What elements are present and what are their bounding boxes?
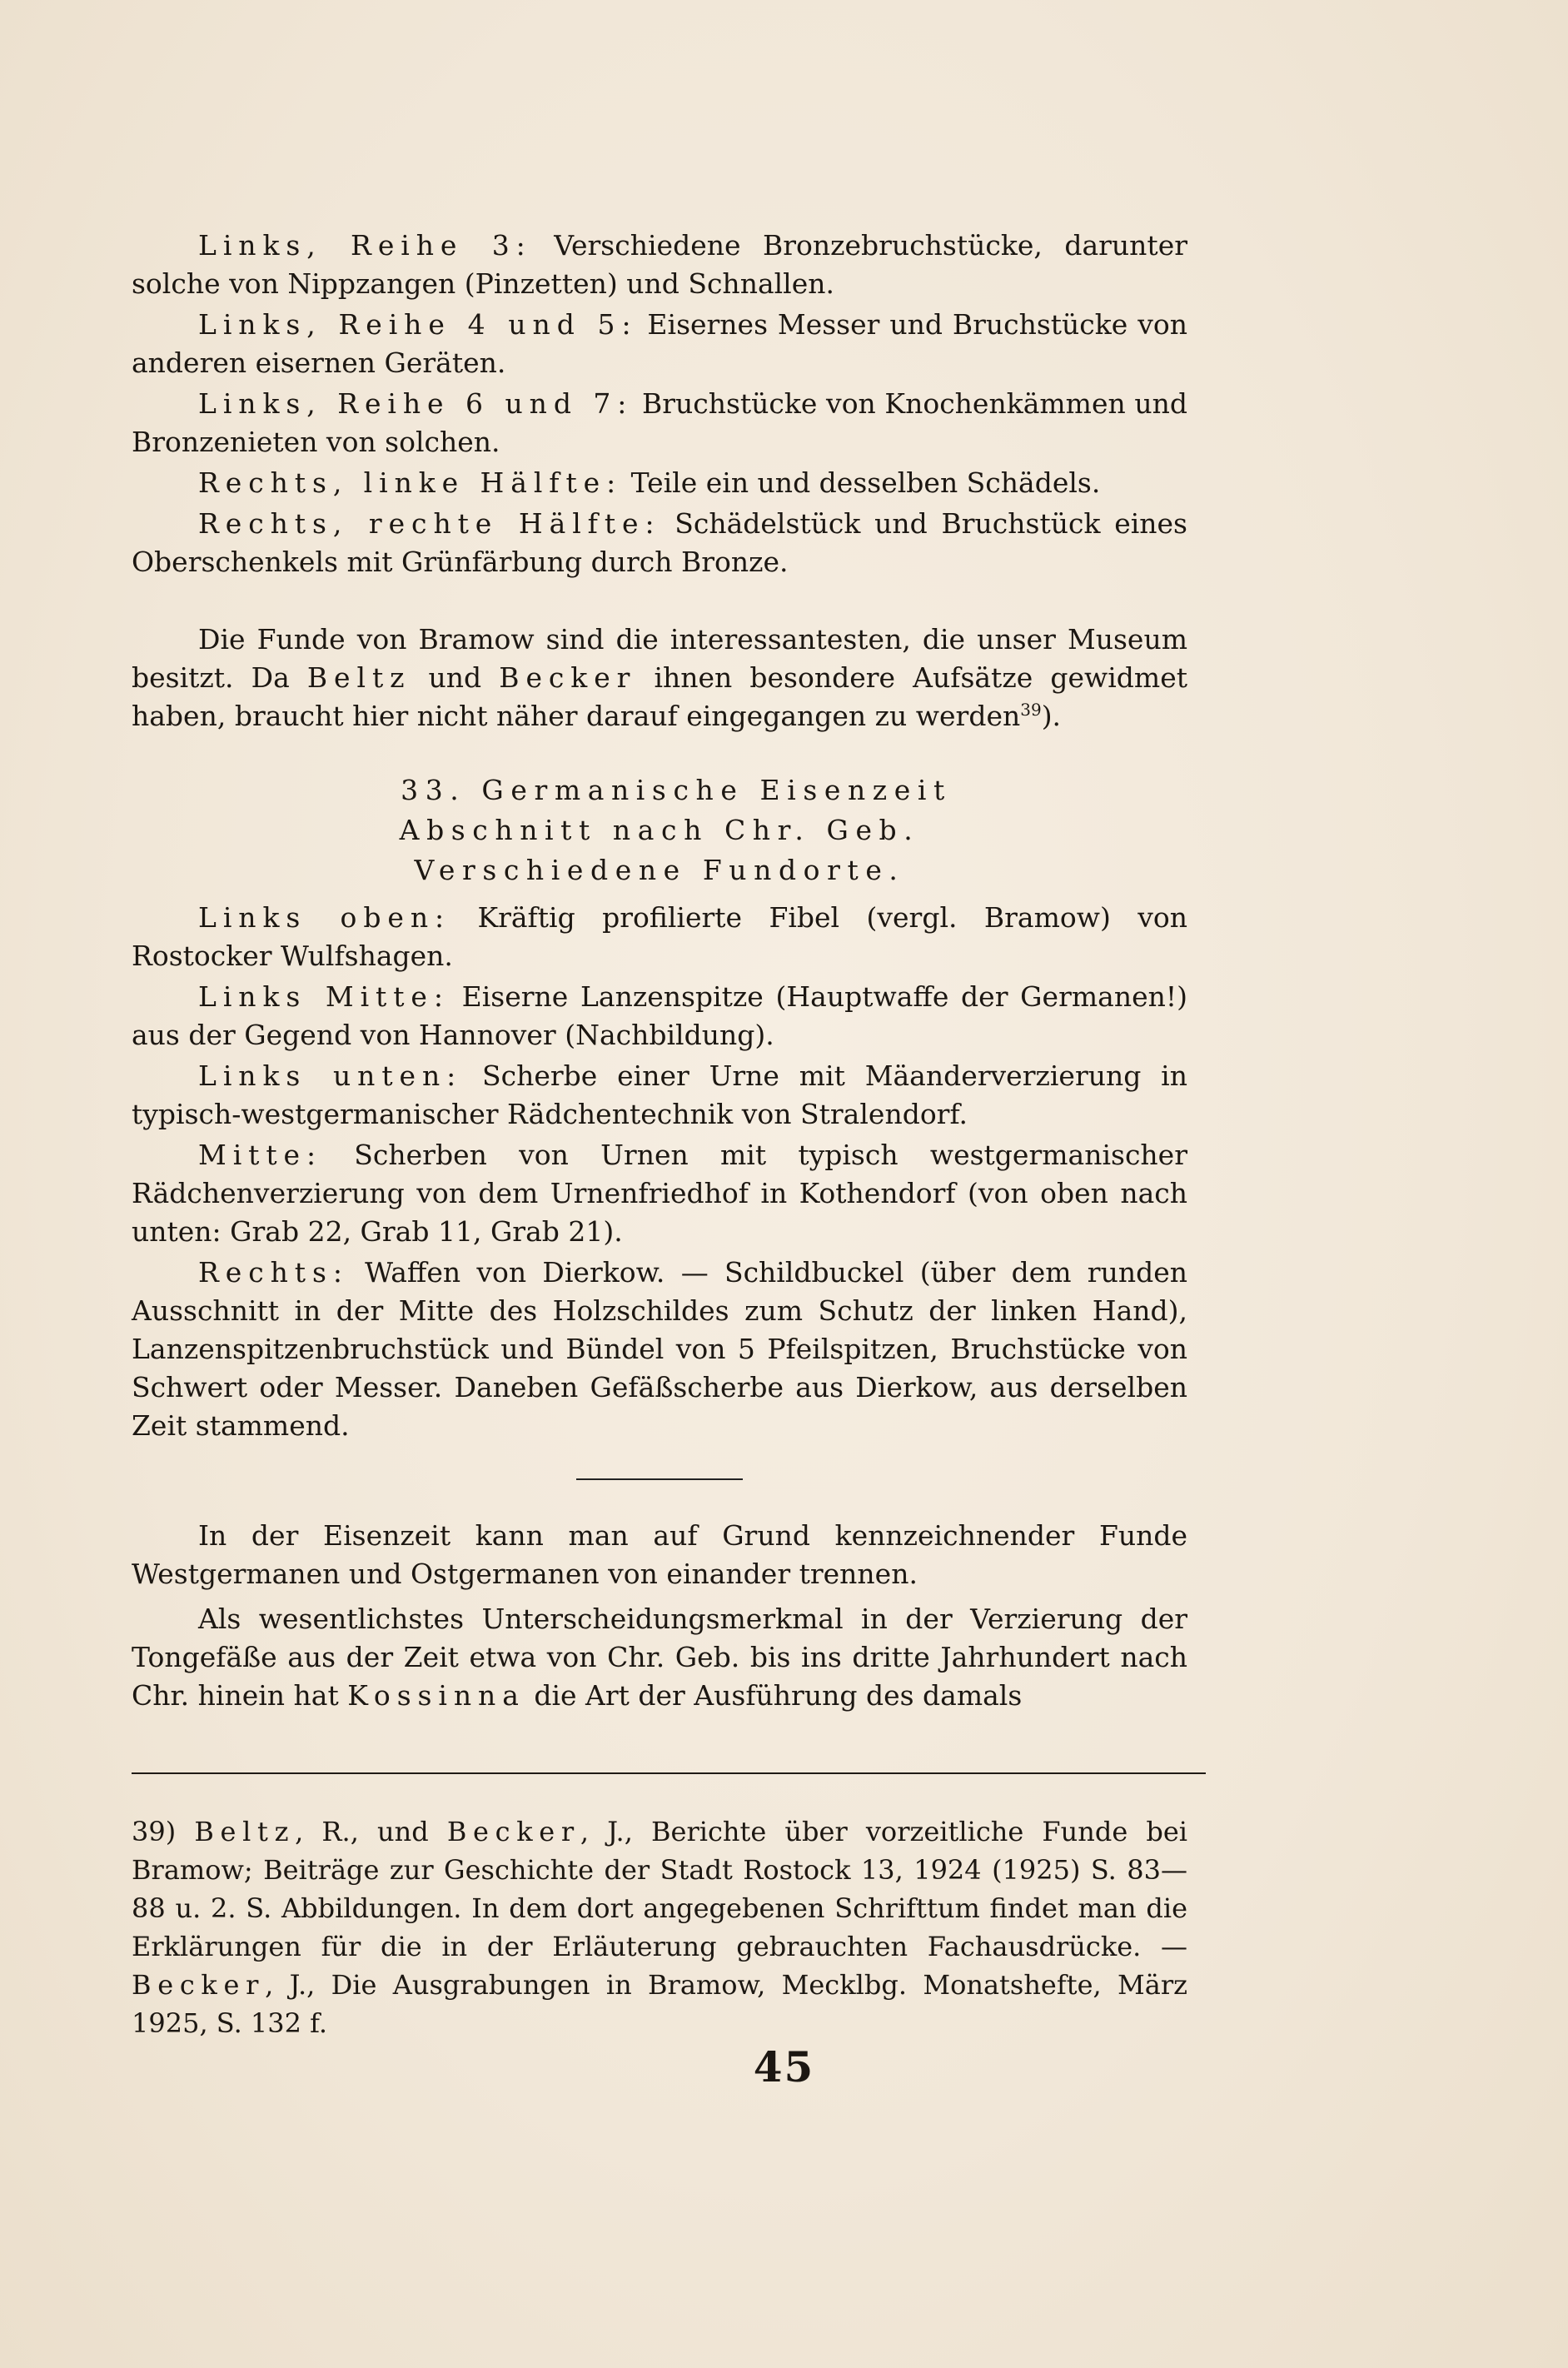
- entry-label: Links oben:: [198, 901, 451, 934]
- entry-text: Teile ein und desselben Schädels.: [630, 466, 1101, 499]
- footnote-mark: 39): [132, 1816, 177, 1847]
- section-subheading-2: Verschiedene Fundorte.: [414, 854, 905, 886]
- entry-text: Bruchstücke von Knochenkämmen und Bronzenieten von solchen.: [132, 387, 1187, 458]
- entry-label: Rechts, rechte Hälfte:: [198, 507, 661, 540]
- entry-label: Links Mitte:: [198, 980, 450, 1013]
- section-heading: 33. Germanische Eisenzeit: [401, 774, 952, 806]
- author-name: Becker: [132, 1969, 266, 2001]
- entries-group-1: [132, 227, 1187, 581]
- entry-links-unten: [132, 1057, 1187, 1134]
- footnote-39: 39) Beltz, R., und Becker, J., Berichte über vorzeitliche Funde bei Bramow; Beiträge zur Geschichte der Stadt Rostock 13, 1924 (1925) S. 83—88 u. 2. S. Abbildungen. In dem dort angegebenen Schrifttum findet man die Erklärungen für die in der Erläuterung gebrauchten Fachausdrücke. — Becker, J., Die Ausgrabungen in Bramow, Mecklbg. Monatshefte, März 1925, S. 132 f.: [132, 1816, 1188, 2039]
- entry-label: Links unten:: [198, 1059, 463, 1092]
- entry-links-reihe-6-7: [132, 385, 1187, 461]
- entry-rechts-rechte-haelfte: [132, 505, 1187, 581]
- author-name: Beltz: [194, 1816, 296, 1847]
- paragraph-bramow: Die Funde von Bramow sind die interessantesten, die unser Museum besitzt. Da Beltz und Becker ihnen besondere Aufsätze gewidmet haben, braucht hier nicht näher darauf eingegangen zu werden$^{39}$).: [132, 623, 1187, 732]
- entry-rechts: [132, 1254, 1187, 1445]
- entry-mitte: [132, 1136, 1187, 1251]
- entry-label: Links, Reihe 6 und 7:: [198, 387, 634, 420]
- entry-links-mitte: [132, 978, 1187, 1054]
- entry-text: Eisernes Messer und Bruchstücke von anderen eisernen Geräten.: [132, 308, 1187, 379]
- entry-label: Links, Reihe 4 und 5:: [198, 308, 638, 341]
- entry-text: Eiserne Lanzenspitze (Hauptwaffe der Germanen!) aus der Gegend von Hannover (Nachbildung).: [132, 980, 1187, 1051]
- entries-group-2: [132, 899, 1187, 1445]
- section-divider: [576, 1478, 743, 1480]
- section-subheading-1: Abschnitt nach Chr. Geb.: [399, 814, 920, 846]
- entry-text: Kräftig profilierte Fibel (vergl. Bramow) von Rostocker Wulfshagen.: [132, 901, 1187, 972]
- footnote-reference[interactable]: 39: [1020, 700, 1042, 720]
- entry-links-reihe-3: [132, 227, 1187, 303]
- author-name: Becker: [499, 661, 637, 694]
- page-number: 45: [753, 2042, 815, 2091]
- footnote-divider: [132, 1772, 1206, 1774]
- entry-label: Rechts, linke Hälfte:: [198, 466, 623, 499]
- entry-label: Mitte:: [198, 1139, 323, 1171]
- entry-links-reihe-4-5: [132, 306, 1187, 382]
- paragraph-eisenzeit: In der Eisenzeit kann man auf Grund kennzeichnender Funde Westgermanen und Ostgermanen von einander trennen.: [132, 1519, 1187, 1590]
- entry-text: Scherben von Urnen mit typisch westgermanischer Rädchenverzierung von dem Urnenfriedhof in Kothendorf (von oben nach unten: Grab 22, Grab 11, Grab 21).: [132, 1139, 1187, 1248]
- author-name: Becker: [446, 1816, 580, 1847]
- entry-label: Links, Reihe 3:: [198, 229, 532, 262]
- entry-links-oben: [132, 899, 1187, 975]
- entry-text: Waffen von Dierkow. — Schildbuckel (über dem runden Ausschnitt in der Mitte des Holzschildes zum Schutz der linken Hand), Lanzenspitzenbruchstück und Bündel von 5 Pfeilspitzen, Bruchstücke von Schwert oder Messer. Daneben Gefäßscherbe aus Dierkow, aus derselben Zeit stammend.: [132, 1256, 1187, 1442]
- entry-rechts-linke-haelfte: [132, 464, 1187, 502]
- author-name: Kossinna: [347, 1679, 525, 1712]
- main-text: [132, 227, 1187, 1715]
- entry-text: Verschiedene Bronzebruchstücke, darunter solche von Nippzangen (Pinzetten) und Schnallen.: [132, 229, 1187, 300]
- author-name: Beltz: [306, 661, 411, 694]
- entry-text: Scherbe einer Urne mit Mäanderverzierung in typisch-westgermanischer Rädchentechnik von Stralendorf.: [132, 1059, 1187, 1130]
- paragraph-verzierung: Als wesentlichstes Unterscheidungsmerkmal in der Verzierung der Tongefäße aus der Zeit etwa von Chr. Geb. bis ins dritte Jahrhundert nach Chr. hinein hat Kossinna die Art der Ausführung des damals: [132, 1603, 1187, 1712]
- entry-label: Rechts:: [198, 1256, 349, 1289]
- entry-text: Schädelstück und Bruchstück eines Oberschenkels mit Grünfärbung durch Bronze.: [132, 507, 1187, 578]
